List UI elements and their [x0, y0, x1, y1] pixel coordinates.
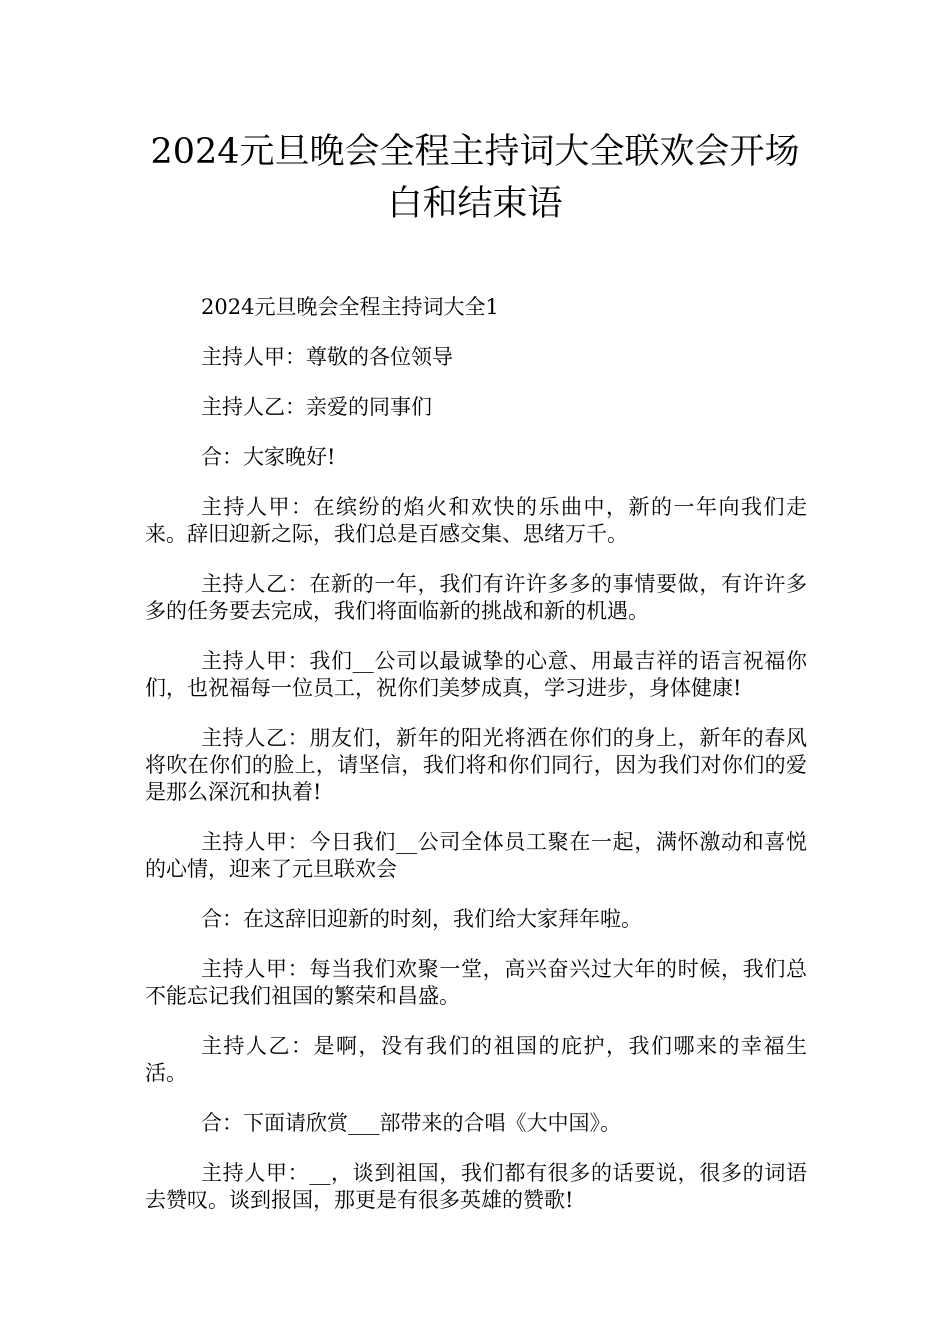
- paragraph: 主持人甲：每当我们欢聚一堂，高兴奋兴过大年的时候，我们总不能忘记我们祖国的繁荣和昌盛。: [145, 957, 807, 1008]
- paragraph: 主持人甲：__，谈到祖国，我们都有很多的话要说，很多的词语去赞叹。谈到报国，那更是有很多英雄的赞歌!: [145, 1161, 807, 1212]
- paragraph: 合：大家晚好!: [201, 445, 336, 469]
- paragraph: 主持人乙：在新的一年，我们有许许多多的事情要做，有许许多多的任务要去完成，我们将面临新的挑战和新的机遇。: [145, 572, 807, 623]
- paragraph: 主持人甲：在缤纷的焰火和欢快的乐曲中，新的一年向我们走来。辞旧迎新之际，我们总是百感交集、思绪万千。: [145, 495, 807, 546]
- paragraph: 主持人甲：我们__公司以最诚挚的心意、用最吉祥的语言祝福你们，也祝福每一位员工，祝你们美梦成真，学习进步，身体健康!: [145, 649, 807, 700]
- section-heading: 2024元旦晚会全程主持词大全1: [201, 295, 499, 319]
- paragraph: 主持人甲：尊敬的各位领导: [201, 345, 453, 369]
- paragraph: 主持人乙：亲爱的同事们: [201, 395, 432, 419]
- title-line: 白和结束语: [387, 184, 563, 224]
- paragraph: 合：下面请欣赏___部带来的合唱《大中国》。: [201, 1111, 621, 1135]
- title-line: 2024元旦晚会全程主持词大全联欢会开场: [150, 132, 800, 172]
- document-title: [120, 126, 830, 230]
- paragraph: 合：在这辞旧迎新的时刻，我们给大家拜年啦。: [201, 907, 642, 931]
- paragraph: 主持人乙：是啊，没有我们的祖国的庇护，我们哪来的幸福生活。: [145, 1034, 807, 1085]
- document-body: [145, 294, 807, 1237]
- paragraph: 主持人乙：朋友们，新年的阳光将洒在你们的身上，新年的春风将吹在你们的脸上，请坚信，我们将和你们同行，因为我们对你们的爱是那么深沉和执着!: [145, 726, 807, 804]
- paragraph: 主持人甲：今日我们__公司全体员工聚在一起，满怀激动和喜悦的心情，迎来了元旦联欢会: [145, 830, 807, 881]
